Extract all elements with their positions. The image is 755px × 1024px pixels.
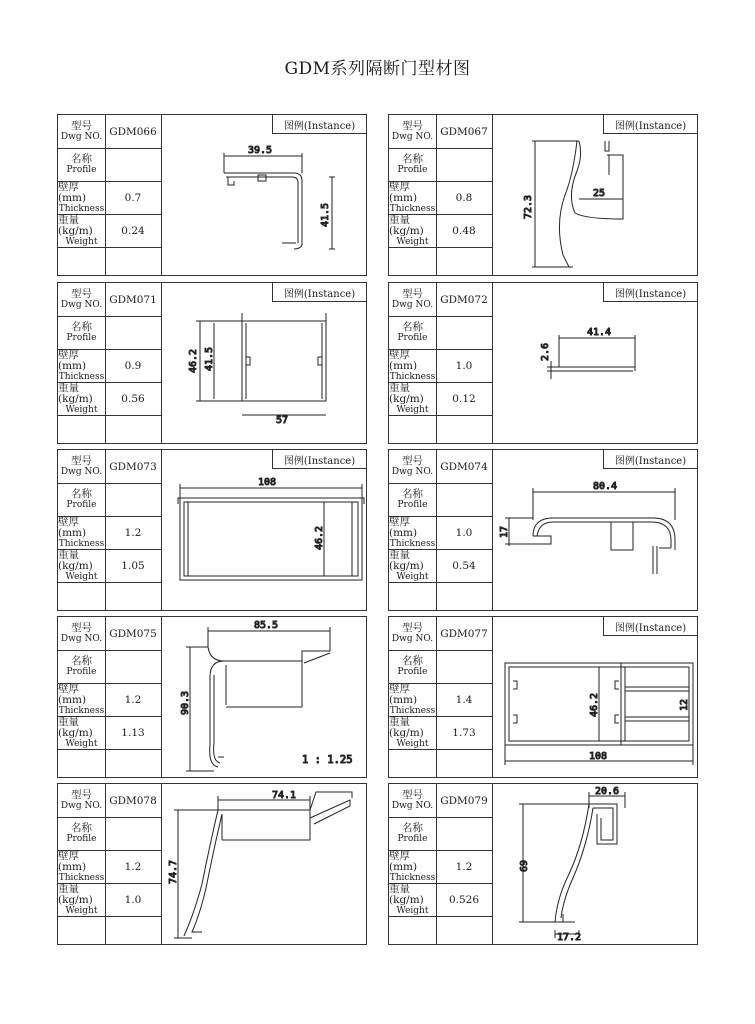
thickness-value: 1.0 (436, 516, 492, 550)
blank-label (58, 247, 105, 275)
dwg-label: 型号 Dwg NO. (58, 115, 105, 149)
weight-value: 0.54 (436, 549, 492, 583)
dim-label: 17 (499, 525, 510, 538)
blank-value (436, 247, 492, 275)
dwg-value: GDM071 (105, 283, 161, 317)
blank-value (436, 582, 492, 610)
profile-label: 名称 Profile (389, 148, 436, 182)
blank-label (389, 749, 436, 777)
thickness-label: 壁厚(mm) Thickness (389, 682, 436, 716)
dwg-value: GDM077 (436, 617, 492, 651)
weight-value: 0.12 (436, 382, 492, 416)
thickness-label: 壁厚(mm) Thickness (58, 180, 105, 214)
profile-value (105, 316, 161, 350)
thickness-label: 壁厚(mm) Thickness (58, 682, 105, 716)
blank-value (105, 415, 161, 443)
weight-label: 重量(kg/m) Weight (389, 716, 436, 750)
profile-value (105, 817, 161, 851)
dwg-label: 型号 Dwg NO. (58, 450, 105, 484)
dwg-label: 型号 Dwg NO. (58, 617, 105, 651)
profile-drawing (493, 784, 697, 944)
thickness-value: 1.0 (436, 349, 492, 383)
weight-value: 0.24 (105, 214, 161, 248)
thickness-value: 0.9 (105, 349, 161, 383)
dim-label: 69 (519, 859, 530, 872)
dwg-value: GDM072 (436, 283, 492, 317)
dwg-label: 型号 Dwg NO. (389, 617, 436, 651)
dwg-label: 型号 Dwg NO. (389, 450, 436, 484)
weight-label: 重量(kg/m) Weight (389, 214, 436, 248)
dim-label: 46.2 (589, 692, 600, 717)
dwg-label: 型号 Dwg NO. (58, 784, 105, 818)
profile-drawing (493, 283, 697, 443)
profile-label: 名称 Profile (389, 483, 436, 517)
blank-value (436, 415, 492, 443)
weight-value: 1.73 (436, 716, 492, 750)
profile-label: 名称 Profile (58, 650, 105, 684)
profile-drawing (493, 450, 697, 610)
profile-label: 名称 Profile (58, 148, 105, 182)
weight-label: 重量(kg/m) Weight (58, 382, 105, 416)
dim-label: 39.5 (248, 145, 273, 156)
instance-label: 图例(Instance) (272, 450, 366, 469)
profile-label: 名称 Profile (389, 817, 436, 851)
weight-label: 重量(kg/m) Weight (58, 549, 105, 583)
instance-label: 图例(Instance) (603, 450, 697, 469)
blank-value (105, 582, 161, 610)
profile-card-gdm077 (388, 616, 698, 778)
weight-value: 1.13 (105, 716, 161, 750)
dim-label: 85.5 (254, 620, 279, 631)
instance-label: 图例(Instance) (272, 115, 366, 134)
thickness-label: 壁厚(mm) Thickness (389, 180, 436, 214)
profile-value (105, 650, 161, 684)
dim-label: 41.5 (204, 346, 215, 371)
profile-card-gdm075 (57, 616, 367, 778)
dwg-value: GDM067 (436, 115, 492, 149)
blank-label (58, 749, 105, 777)
thickness-value: 0.7 (105, 181, 161, 215)
profile-value (436, 316, 492, 350)
dim-label: 108 (589, 751, 608, 762)
thickness-value: 1.2 (105, 516, 161, 550)
profile-value (436, 817, 492, 851)
profile-value (436, 650, 492, 684)
weight-label: 重量(kg/m) Weight (389, 382, 436, 416)
dim-label: 2.6 (540, 342, 551, 361)
profile-value (436, 148, 492, 182)
profile-label: 名称 Profile (389, 316, 436, 350)
profile-card-gdm073 (57, 449, 367, 611)
profile-card-gdm079 (388, 783, 698, 945)
blank-label (389, 916, 436, 944)
weight-label: 重量(kg/m) Weight (58, 716, 105, 750)
dim-label: 17.2 (557, 932, 582, 943)
dim-label: 41.5 (320, 202, 331, 227)
dim-label: 57 (276, 415, 289, 426)
dwg-label: 型号 Dwg NO. (389, 283, 436, 317)
dim-label: 80.4 (593, 481, 618, 492)
thickness-label: 壁厚(mm) Thickness (58, 348, 105, 382)
thickness-label: 壁厚(mm) Thickness (389, 849, 436, 883)
profile-card-gdm078 (57, 783, 367, 945)
page-title: GDM系列隔断门型材图 (284, 59, 471, 79)
profile-value (436, 483, 492, 517)
profile-label: 名称 Profile (58, 316, 105, 350)
thickness-label: 壁厚(mm) Thickness (58, 849, 105, 883)
thickness-value: 1.4 (436, 683, 492, 717)
weight-label: 重量(kg/m) Weight (389, 549, 436, 583)
weight-value: 0.48 (436, 214, 492, 248)
dim-label: 108 (258, 477, 277, 488)
profile-drawing (162, 115, 366, 275)
weight-label: 重量(kg/m) Weight (58, 214, 105, 248)
thickness-value: 1.2 (105, 850, 161, 884)
thickness-label: 壁厚(mm) Thickness (389, 515, 436, 549)
dim-label: 12 (679, 698, 690, 711)
profile-value (105, 483, 161, 517)
weight-label: 重量(kg/m) Weight (389, 883, 436, 917)
weight-value: 0.56 (105, 382, 161, 416)
dim-label: 74.7 (168, 859, 179, 884)
thickness-label: 壁厚(mm) Thickness (58, 515, 105, 549)
dim-label: 90.3 (180, 690, 191, 715)
profile-drawing (162, 617, 366, 777)
dim-label: 46.2 (188, 348, 199, 373)
profile-drawing (493, 115, 697, 275)
dwg-value: GDM074 (436, 450, 492, 484)
profile-card-gdm066 (57, 114, 367, 276)
profile-card-gdm067 (388, 114, 698, 276)
dim-label: 46.2 (314, 525, 325, 550)
blank-value (436, 749, 492, 777)
dim-label: 74.1 (272, 790, 297, 801)
profile-card-gdm074 (388, 449, 698, 611)
weight-label: 重量(kg/m) Weight (58, 883, 105, 917)
dwg-value: GDM079 (436, 784, 492, 818)
blank-label (58, 582, 105, 610)
thickness-value: 0.8 (436, 181, 492, 215)
thickness-value: 1.2 (436, 850, 492, 884)
profile-card-gdm072 (388, 282, 698, 444)
profile-label: 名称 Profile (58, 483, 105, 517)
profile-drawing (162, 784, 366, 944)
profile-drawing (162, 450, 366, 610)
dim-label: 20.6 (595, 786, 620, 797)
dwg-value: GDM073 (105, 450, 161, 484)
dwg-label: 型号 Dwg NO. (58, 283, 105, 317)
blank-value (105, 749, 161, 777)
blank-label (389, 247, 436, 275)
profile-drawing (162, 283, 366, 443)
weight-value: 0.526 (436, 883, 492, 917)
scale-label: 1 : 1.25 (302, 754, 353, 766)
profile-label: 名称 Profile (389, 650, 436, 684)
blank-value (436, 916, 492, 944)
blank-label (389, 582, 436, 610)
profile-card-gdm071 (57, 282, 367, 444)
dim-label: 72.3 (523, 194, 534, 219)
instance-label: 图例(Instance) (603, 283, 697, 302)
blank-label (58, 916, 105, 944)
dwg-label: 型号 Dwg NO. (389, 115, 436, 149)
weight-value: 1.0 (105, 883, 161, 917)
dim-label: 25 (593, 188, 606, 199)
blank-label (58, 415, 105, 443)
dwg-value: GDM075 (105, 617, 161, 651)
profile-value (105, 148, 161, 182)
dwg-value: GDM078 (105, 784, 161, 818)
blank-label (389, 415, 436, 443)
dim-label: 41.4 (587, 327, 612, 338)
blank-value (105, 916, 161, 944)
thickness-value: 1.2 (105, 683, 161, 717)
profile-drawing (493, 617, 697, 777)
instance-label: 图例(Instance) (603, 115, 697, 134)
instance-label: 图例(Instance) (272, 283, 366, 302)
blank-value (105, 247, 161, 275)
dwg-label: 型号 Dwg NO. (389, 784, 436, 818)
dwg-value: GDM066 (105, 115, 161, 149)
profile-label: 名称 Profile (58, 817, 105, 851)
instance-label: 图例(Instance) (603, 617, 697, 636)
weight-value: 1.05 (105, 549, 161, 583)
thickness-label: 壁厚(mm) Thickness (389, 348, 436, 382)
